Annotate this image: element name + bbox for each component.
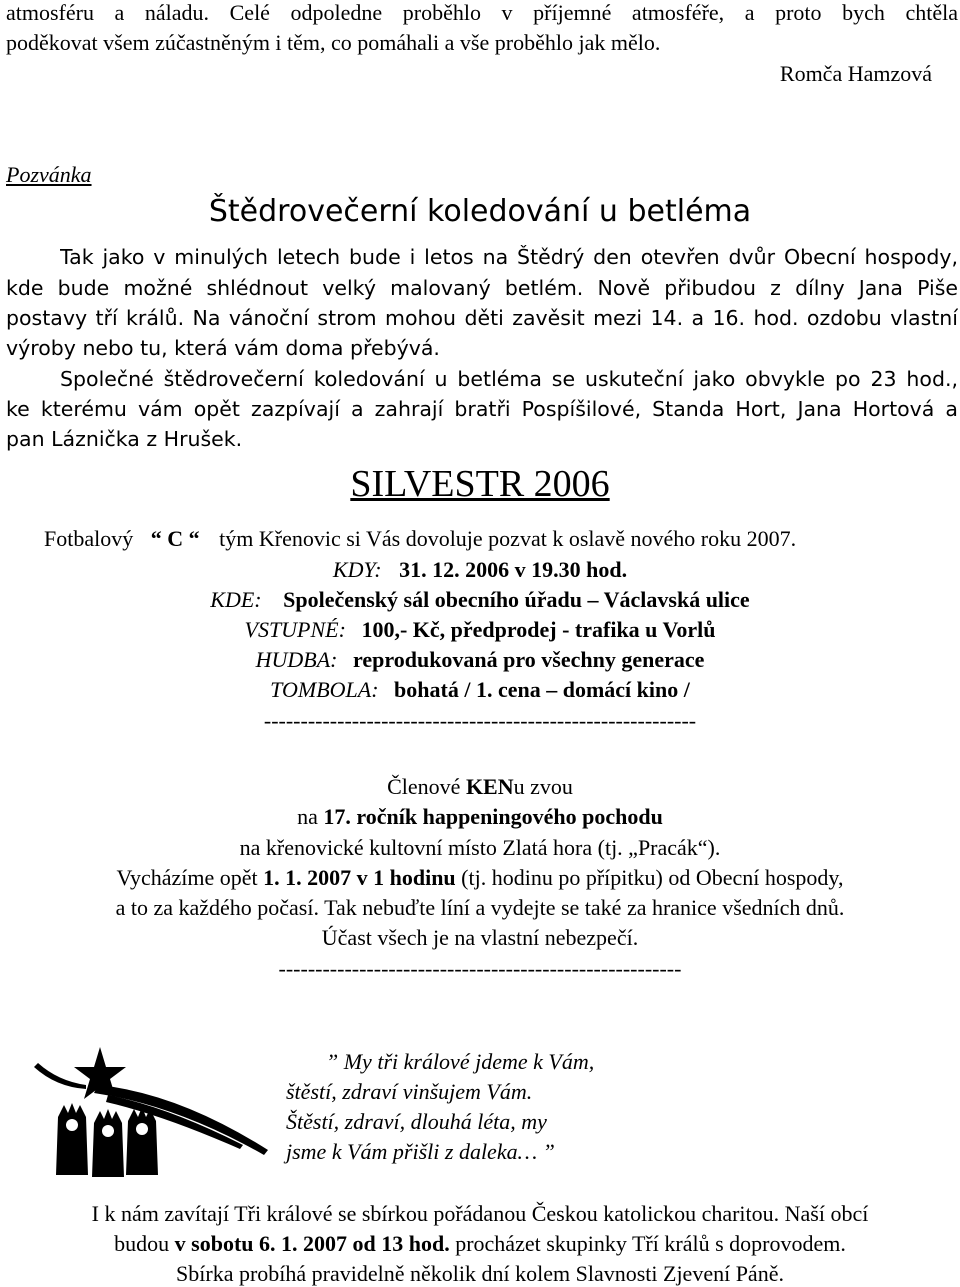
paragraph-line: Společné štědrovečerní koledování u betléma se uskuteční jako obvykle po 23 hod., xyxy=(60,367,958,391)
team-name: “ C “ xyxy=(150,526,200,551)
paragraph-line: výroby nebo tu, která vám doma přebývá. xyxy=(6,336,440,360)
kdy-line xyxy=(0,557,960,583)
ken-text-a: Členové xyxy=(387,774,466,799)
ken-line-5: a to za každého počasí. Tak nebuďte líní a vydejte se také za hranice všedních dnů. xyxy=(115,895,845,920)
poem-line: štěstí, zdraví vinšujem Vám. xyxy=(286,1079,533,1104)
ken-line-1 xyxy=(0,774,960,800)
page-title: Štědrovečerní koledování u betléma xyxy=(208,194,752,229)
three-kings-icon xyxy=(28,1045,278,1180)
intro-line-1: atmosféru a náladu. Celé odpoledne proběhlo v příjemné atmosféře, a proto bych chtěla xyxy=(6,0,958,25)
vstupne-line xyxy=(0,617,960,643)
ken-text-a: na xyxy=(297,804,324,829)
ken-event: 17. ročník happeningového pochodu xyxy=(323,804,663,829)
hudba-line xyxy=(0,647,960,673)
ken-text-c: (tj. hodinu po přípitku) od Obecní hospody, xyxy=(455,865,844,890)
ken-line-6: Účast všech je na vlastní nebezpečí. xyxy=(321,925,639,950)
section-label: Pozvánka xyxy=(6,162,92,187)
tombola-line xyxy=(0,677,960,703)
charity-line-2 xyxy=(0,1231,960,1257)
divider: ----------------------------------------------------------- xyxy=(263,708,697,733)
silvestr-invite xyxy=(44,526,796,552)
ken-text-c: u zvou xyxy=(513,774,573,799)
charity-line-1: I k nám zavítají Tři králové se sbírkou pořádanou Českou katolickou charitou. Naší obcí xyxy=(91,1201,869,1226)
paragraph-line: Tak jako v minulých letech bude i letos na Štědrý den otevřen dvůr Obecní hospody, xyxy=(60,245,958,269)
charity-text-a: budou xyxy=(114,1231,175,1256)
kde-value: Společenský sál obecního úřadu – Václavská ulice xyxy=(283,587,750,612)
vstupne-value: 100,- Kč, předprodej - trafika u Vorlů xyxy=(361,617,716,642)
ken-name: KEN xyxy=(465,774,514,799)
silvestr-title: SILVESTR 2006 xyxy=(350,463,610,505)
ken-line-2 xyxy=(0,804,960,830)
charity-text-c: procházet skupinky Tří králů s doprovodem. xyxy=(449,1231,846,1256)
kde-label: KDE: xyxy=(210,587,262,612)
paragraph-line: ke kterému vám opět zazpívají a zahrají bratři Pospíšilové, Standa Hort, Jana Hortová a xyxy=(6,397,958,421)
ken-date: 1. 1. 2007 v 1 hodinu xyxy=(263,865,456,890)
poem-line: Štěstí, zdraví, dlouhá léta, my xyxy=(286,1109,547,1134)
paragraph-line: pan Láznička z Hrušek. xyxy=(6,427,243,451)
ken-line-4 xyxy=(0,865,960,891)
poem-line: jsme k Vám přišli z daleka… ” xyxy=(286,1139,555,1164)
ken-line-3: na křenovické kultovní místo Zlatá hora (tj. „Pracák“). xyxy=(239,835,721,860)
kdy-label: KDY: xyxy=(332,557,382,582)
kde-line xyxy=(0,587,960,613)
paragraph-line: kde bude možné shlédnout velký malovaný betlém. Nově přibudou z dílny Jana Piše xyxy=(6,276,958,300)
invite-text-b: tým Křenovic si Vás dovoluje pozvat k oslavě nového roku 2007. xyxy=(219,526,797,551)
vstupne-label: VSTUPNÉ: xyxy=(244,617,346,642)
invite-text-a: Fotbalový xyxy=(44,526,134,551)
tombola-label: TOMBOLA: xyxy=(270,677,379,702)
ken-text-a: Vycházíme opět xyxy=(116,865,264,890)
charity-line-3: Sbírka probíhá pravidelně několik dní kolem Slavnosti Zjevení Páně. xyxy=(176,1261,784,1286)
intro-line-2: poděkovat všem zúčastněným i těm, co pomáhali a vše proběhlo jak mělo. xyxy=(6,30,661,55)
divider: ------------------------------------------------------- xyxy=(278,956,682,981)
poem-line: ” My tři králové jdeme k Vám, xyxy=(326,1049,595,1074)
signature: Romča Hamzová xyxy=(779,61,932,86)
kdy-value: 31. 12. 2006 v 19.30 hod. xyxy=(399,557,628,582)
paragraph-line: postavy tří králů. Na vánoční strom mohou děti zavěsit mezi 14. a 16. hod. ozdobu vlastní xyxy=(6,306,958,330)
tombola-value: bohatá / 1. cena – domácí kino / xyxy=(394,677,690,702)
hudba-label: HUDBA: xyxy=(255,647,338,672)
hudba-value: reprodukovaná pro všechny generace xyxy=(352,647,705,672)
charity-date: v sobotu 6. 1. 2007 od 13 hod. xyxy=(174,1231,450,1256)
